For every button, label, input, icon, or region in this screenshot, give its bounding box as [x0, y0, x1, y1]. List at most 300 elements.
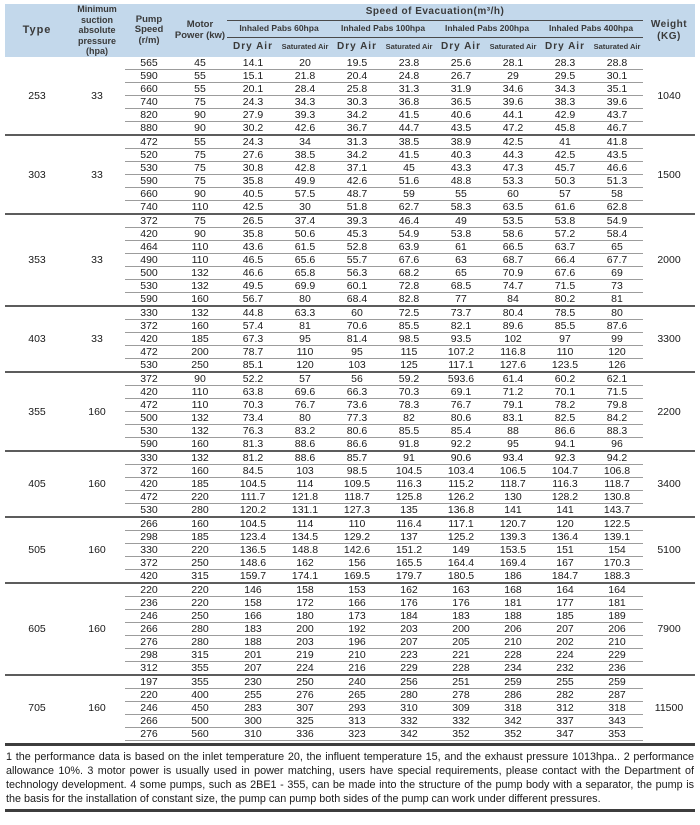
dry-60-value: 166 [227, 610, 279, 623]
dry-60-value: 70.3 [227, 399, 279, 412]
dry-100-value: 95 [331, 346, 383, 359]
dry-400-value: 184.7 [539, 570, 591, 584]
sat-60-value: 131.1 [279, 504, 331, 518]
dry-400-value: 136.4 [539, 531, 591, 544]
sat-200-value: 139.3 [487, 531, 539, 544]
motor-power-value: 160 [173, 438, 227, 452]
pump-speed-value: 500 [125, 267, 173, 280]
sat-100-value: 342 [383, 728, 435, 741]
dry-60-value: 24.3 [227, 135, 279, 149]
sat-400-value: 35.1 [591, 83, 643, 96]
dry-400-value: 97 [539, 333, 591, 346]
sat-400-value: 69 [591, 267, 643, 280]
dry-200-value: 82.1 [435, 320, 487, 333]
motor-power-value: 55 [173, 70, 227, 83]
dry-400-value: 110 [539, 346, 591, 359]
sat-400-value: 51.3 [591, 175, 643, 188]
sat-60-value: 224 [279, 662, 331, 676]
dry-60-value: 57.4 [227, 320, 279, 333]
sat-100-value: 31.3 [383, 83, 435, 96]
pump-speed-value: 246 [125, 702, 173, 715]
sat-400-value: 287 [591, 689, 643, 702]
sat-100-value: 125 [383, 359, 435, 373]
dry-60-value: 26.5 [227, 214, 279, 228]
sat-60-value: 69.9 [279, 280, 331, 293]
sat-200-value: 42.5 [487, 135, 539, 149]
dry-200-value: 164.4 [435, 557, 487, 570]
dry-100-value: 192 [331, 623, 383, 636]
dry-100-value: 48.7 [331, 188, 383, 201]
dry-60-value: 73.4 [227, 412, 279, 425]
sat-200-value: 186 [487, 570, 539, 584]
table-row [5, 306, 695, 320]
col-header-pabs-400: Inhaled Pabs 400hpa [539, 20, 643, 37]
dry-200-value: 117.1 [435, 517, 487, 531]
dry-100-value: 68.4 [331, 293, 383, 307]
pressure-value: 33 [69, 57, 125, 135]
dry-400-value: 66.4 [539, 254, 591, 267]
pressure-value: 160 [69, 451, 125, 517]
sat-100-value: 104.5 [383, 465, 435, 478]
dry-60-value: 27.9 [227, 109, 279, 122]
motor-power-value: 132 [173, 267, 227, 280]
sat-400-value: 120 [591, 346, 643, 359]
dry-400-value: 282 [539, 689, 591, 702]
weight-value: 1500 [643, 135, 695, 214]
dry-400-value: 60.2 [539, 372, 591, 386]
dry-200-value: 332 [435, 715, 487, 728]
dry-60-value: 43.6 [227, 241, 279, 254]
pump-speed-value: 590 [125, 175, 173, 188]
dry-100-value: 240 [331, 675, 383, 689]
pump-speed-value: 246 [125, 610, 173, 623]
sat-400-value: 122.5 [591, 517, 643, 531]
dry-60-value: 81.3 [227, 438, 279, 452]
pump-speed-value: 372 [125, 214, 173, 228]
sat-200-value: 168 [487, 583, 539, 597]
dry-100-value: 30.3 [331, 96, 383, 109]
pressure-value: 160 [69, 372, 125, 451]
dry-400-value: 78.2 [539, 399, 591, 412]
dry-400-value: 45.8 [539, 122, 591, 136]
pump-speed-value: 266 [125, 623, 173, 636]
motor-power-value: 250 [173, 557, 227, 570]
pump-speed-value: 372 [125, 372, 173, 386]
sat-100-value: 51.6 [383, 175, 435, 188]
pressure-value: 33 [69, 135, 125, 214]
sat-60-value: 250 [279, 675, 331, 689]
dry-200-value: 85.4 [435, 425, 487, 438]
sat-200-value: 169.4 [487, 557, 539, 570]
dry-60-value: 49.5 [227, 280, 279, 293]
sat-100-value: 91.8 [383, 438, 435, 452]
dry-400-value: 29.5 [539, 70, 591, 83]
sat-100-value: 24.8 [383, 70, 435, 83]
sat-100-value: 280 [383, 689, 435, 702]
dry-400-value: 61.6 [539, 201, 591, 215]
sat-60-value: 42.6 [279, 122, 331, 136]
sat-100-value: 68.2 [383, 267, 435, 280]
dry-200-value: 76.7 [435, 399, 487, 412]
motor-power-value: 160 [173, 517, 227, 531]
col-header-pump-speed: Pump Speed (r/m) [125, 4, 173, 57]
sat-60-value: 69.6 [279, 386, 331, 399]
dry-60-value: 201 [227, 649, 279, 662]
motor-power-value: 450 [173, 702, 227, 715]
table-row [5, 583, 695, 597]
dry-400-value: 70.1 [539, 386, 591, 399]
weight-value: 5100 [643, 517, 695, 583]
dry-60-value: 24.3 [227, 96, 279, 109]
sat-100-value: 38.5 [383, 135, 435, 149]
weight-value: 1040 [643, 57, 695, 135]
pump-speed-value: 520 [125, 149, 173, 162]
dry-400-value: 116.3 [539, 478, 591, 491]
sat-200-value: 286 [487, 689, 539, 702]
sat-60-value: 158 [279, 583, 331, 597]
motor-power-value: 280 [173, 504, 227, 518]
motor-power-value: 400 [173, 689, 227, 702]
dry-100-value: 52.8 [331, 241, 383, 254]
motor-power-value: 160 [173, 293, 227, 307]
dry-200-value: 200 [435, 623, 487, 636]
sat-200-value: 106.5 [487, 465, 539, 478]
dry-60-value: 44.8 [227, 306, 279, 320]
dry-100-value: 55.7 [331, 254, 383, 267]
sat-100-value: 78.3 [383, 399, 435, 412]
dry-100-value: 293 [331, 702, 383, 715]
dry-200-value: 31.9 [435, 83, 487, 96]
dry-400-value: 57 [539, 188, 591, 201]
col-header-weight: Weight (KG) [643, 4, 695, 57]
sat-60-value: 180 [279, 610, 331, 623]
sat-100-value: 82 [383, 412, 435, 425]
dry-200-value: 26.7 [435, 70, 487, 83]
sat-60-value: 61.5 [279, 241, 331, 254]
sat-100-value: 63.9 [383, 241, 435, 254]
motor-power-value: 75 [173, 149, 227, 162]
sat-60-value: 88.6 [279, 451, 331, 465]
sat-100-value: 36.8 [383, 96, 435, 109]
dry-100-value: 323 [331, 728, 383, 741]
col-header-sat-air-100: Saturated Air [383, 37, 435, 57]
sat-100-value: 70.3 [383, 386, 435, 399]
sat-100-value: 72.5 [383, 306, 435, 320]
type-value: 505 [5, 517, 69, 583]
dry-100-value: 42.6 [331, 175, 383, 188]
dry-100-value: 216 [331, 662, 383, 676]
dry-200-value: 228 [435, 662, 487, 676]
pump-speed-value: 330 [125, 544, 173, 557]
sat-100-value: 184 [383, 610, 435, 623]
dry-200-value: 103.4 [435, 465, 487, 478]
sat-200-value: 234 [487, 662, 539, 676]
dry-400-value: 82.5 [539, 412, 591, 425]
dry-200-value: 58.3 [435, 201, 487, 215]
sat-100-value: 46.4 [383, 214, 435, 228]
dry-60-value: 27.6 [227, 149, 279, 162]
type-value: 605 [5, 583, 69, 675]
sat-60-value: 63.3 [279, 306, 331, 320]
dry-200-value: 136.8 [435, 504, 487, 518]
sat-200-value: 206 [487, 623, 539, 636]
sat-400-value: 73 [591, 280, 643, 293]
sat-400-value: 39.6 [591, 96, 643, 109]
sat-400-value: 96 [591, 438, 643, 452]
motor-power-value: 220 [173, 597, 227, 610]
dry-200-value: 43.3 [435, 162, 487, 175]
col-header-motor-power: Motor Power (kw) [173, 4, 227, 57]
sat-400-value: 189 [591, 610, 643, 623]
col-header-sat-air-400: Saturated Air [591, 37, 643, 57]
dry-100-value: 166 [331, 597, 383, 610]
sat-400-value: 81 [591, 293, 643, 307]
table-row [5, 214, 695, 228]
sat-200-value: 53.3 [487, 175, 539, 188]
dry-200-value: 251 [435, 675, 487, 689]
dry-60-value: 14.1 [227, 57, 279, 70]
type-value: 355 [5, 372, 69, 451]
pump-speed-value: 880 [125, 122, 173, 136]
sat-400-value: 210 [591, 636, 643, 649]
type-value: 705 [28, 702, 46, 715]
sat-200-value: 116.8 [487, 346, 539, 359]
table-header [5, 4, 695, 57]
pump-speed-value: 266 [125, 715, 173, 728]
motor-power-value: 160 [173, 465, 227, 478]
sat-200-value: 141 [487, 504, 539, 518]
motor-power-value: 110 [173, 386, 227, 399]
sat-400-value: 229 [591, 649, 643, 662]
dry-400-value: 45.7 [539, 162, 591, 175]
dry-200-value: 221 [435, 649, 487, 662]
sat-400-value: 43.5 [591, 149, 643, 162]
sat-200-value: 95 [487, 438, 539, 452]
dry-100-value: 37.1 [331, 162, 383, 175]
sat-100-value: 59 [383, 188, 435, 201]
sat-100-value: 151.2 [383, 544, 435, 557]
dry-60-value: 46.6 [227, 267, 279, 280]
sat-200-value: 47.3 [487, 162, 539, 175]
dry-60-value: 207 [227, 662, 279, 676]
sat-200-value: 93.4 [487, 451, 539, 465]
dry-60-value: 136.5 [227, 544, 279, 557]
motor-power-value: 355 [173, 675, 227, 689]
sat-400-value: 41.8 [591, 135, 643, 149]
dry-60-value: 188 [227, 636, 279, 649]
dry-100-value: 98.5 [331, 465, 383, 478]
dry-200-value: 25.6 [435, 57, 487, 70]
dry-100-value: 313 [331, 715, 383, 728]
sat-200-value: 47.2 [487, 122, 539, 136]
sat-100-value: 44.7 [383, 122, 435, 136]
sat-100-value: 203 [383, 623, 435, 636]
dry-60-value: 42.5 [227, 201, 279, 215]
dry-400-value: 78.5 [539, 306, 591, 320]
dry-200-value: 38.9 [435, 135, 487, 149]
dry-400-value: 120 [539, 517, 591, 531]
pump-speed-value: 472 [125, 399, 173, 412]
pressure-value: 160 [69, 517, 125, 583]
sat-100-value: 72.8 [383, 280, 435, 293]
sat-400-value: 106.8 [591, 465, 643, 478]
pump-speed-value: 372 [125, 557, 173, 570]
weight-value: 11500 [654, 702, 684, 715]
sat-200-value: 84 [487, 293, 539, 307]
dry-200-value: 90.6 [435, 451, 487, 465]
sat-60-value: 81 [279, 320, 331, 333]
motor-power-value: 500 [173, 715, 227, 728]
page-bottom-rule [5, 809, 695, 812]
sat-200-value: 342 [487, 715, 539, 728]
dry-60-value: 76.3 [227, 425, 279, 438]
dry-60-value: 104.5 [227, 478, 279, 491]
dry-100-value: 34.2 [331, 109, 383, 122]
sat-60-value: 88.6 [279, 438, 331, 452]
dry-100-value: 73.6 [331, 399, 383, 412]
sat-100-value: 67.6 [383, 254, 435, 267]
dry-60-value: 30.2 [227, 122, 279, 136]
pump-speed-value: 420 [125, 386, 173, 399]
dry-200-value: 107.2 [435, 346, 487, 359]
motor-power-value: 110 [173, 201, 227, 215]
dry-400-value: 34.3 [539, 83, 591, 96]
sat-60-value: 76.7 [279, 399, 331, 412]
sat-400-value: 154 [591, 544, 643, 557]
dry-200-value: 352 [435, 728, 487, 741]
dry-60-value: 84.5 [227, 465, 279, 478]
motor-power-value: 90 [173, 372, 227, 386]
sat-200-value: 28.1 [487, 57, 539, 70]
pump-speed-value: 372 [125, 465, 173, 478]
weight-value: 3300 [643, 306, 695, 372]
sat-200-value: 153.5 [487, 544, 539, 557]
dry-200-value: 180.5 [435, 570, 487, 584]
dry-400-value: 255 [539, 675, 591, 689]
dry-400-value: 86.6 [539, 425, 591, 438]
dry-60-value: 30.8 [227, 162, 279, 175]
sat-400-value: 88.3 [591, 425, 643, 438]
sat-400-value: 318 [591, 702, 643, 715]
sat-100-value: 85.5 [383, 320, 435, 333]
dry-200-value: 36.5 [435, 96, 487, 109]
motor-power-value: 160 [173, 320, 227, 333]
sat-400-value: 62.1 [591, 372, 643, 386]
motor-power-value: 55 [173, 83, 227, 96]
pump-speed-value: 472 [125, 491, 173, 504]
pump-speed-value: 590 [125, 70, 173, 83]
pump-speed-value: 490 [125, 254, 173, 267]
dry-400-value: 207 [539, 623, 591, 636]
pump-speed-value: 530 [125, 162, 173, 175]
motor-power-value: 250 [173, 359, 227, 373]
dry-100-value: 169.5 [331, 570, 383, 584]
weight-value: 7900 [643, 583, 695, 675]
sat-100-value: 41.5 [383, 149, 435, 162]
sat-60-value: 162 [279, 557, 331, 570]
dry-200-value: 55 [435, 188, 487, 201]
sat-400-value: 99 [591, 333, 643, 346]
dry-200-value: 593.6 [435, 372, 487, 386]
sat-200-value: 127.6 [487, 359, 539, 373]
sat-200-value: 71.2 [487, 386, 539, 399]
sat-100-value: 332 [383, 715, 435, 728]
dry-100-value: 25.8 [331, 83, 383, 96]
sat-100-value: 207 [383, 636, 435, 649]
sat-60-value: 21.8 [279, 70, 331, 83]
motor-power-value: 280 [173, 636, 227, 649]
dry-400-value: 185 [539, 610, 591, 623]
dry-60-value: 35.8 [227, 175, 279, 188]
sat-400-value: 94.2 [591, 451, 643, 465]
sat-400-value: 143.7 [591, 504, 643, 518]
sat-400-value: 259 [591, 675, 643, 689]
dry-400-value: 67.6 [539, 267, 591, 280]
pump-spec-table [5, 4, 695, 741]
pump-speed-value: 472 [125, 346, 173, 359]
dry-400-value: 202 [539, 636, 591, 649]
sat-200-value: 70.9 [487, 267, 539, 280]
sat-400-value: 139.1 [591, 531, 643, 544]
sat-200-value: 130 [487, 491, 539, 504]
motor-power-value: 132 [173, 425, 227, 438]
pump-speed-value: 197 [125, 675, 173, 689]
motor-power-value: 132 [173, 306, 227, 320]
dry-100-value: 36.7 [331, 122, 383, 136]
pump-speed-value: 220 [125, 689, 173, 702]
motor-power-value: 220 [173, 544, 227, 557]
sat-60-value: 38.5 [279, 149, 331, 162]
sat-200-value: 118.7 [487, 478, 539, 491]
table-row [5, 675, 695, 689]
dry-200-value: 126.2 [435, 491, 487, 504]
pump-speed-value: 372 [125, 320, 173, 333]
motor-power-value: 75 [173, 214, 227, 228]
sat-60-value: 37.4 [279, 214, 331, 228]
dry-200-value: 149 [435, 544, 487, 557]
motor-power-value: 75 [173, 175, 227, 188]
pump-speed-value: 740 [125, 96, 173, 109]
sat-100-value: 125.8 [383, 491, 435, 504]
sat-200-value: 210 [487, 636, 539, 649]
dry-400-value: 167 [539, 557, 591, 570]
sat-100-value: 45 [383, 162, 435, 175]
dry-400-value: 42.5 [539, 149, 591, 162]
motor-power-value: 132 [173, 451, 227, 465]
pump-speed-value: 266 [125, 517, 173, 531]
sat-60-value: 34 [279, 135, 331, 149]
sat-60-value: 120 [279, 359, 331, 373]
motor-power-value: 220 [173, 491, 227, 504]
sat-60-value: 80 [279, 412, 331, 425]
motor-power-value: 185 [173, 333, 227, 346]
dry-200-value: 77 [435, 293, 487, 307]
dry-100-value: 153 [331, 583, 383, 597]
pump-speed-value: 530 [125, 280, 173, 293]
footnote-text: 1 the performance data is based on the inlet temperature 20, the influent temperature 15, and the exhaust pressure 1013hpa.. 2 performance allowance 10%. 3 motor power is usually used in power matching, users have special requirements, please contact with the Department of technology development. 4 some pumps, such as 2BE1 - 355, can be made into the structure of the pump body with a separator, the pump is the basis for the installation of constant size, the pump can pump both sides of the pump can work under different pressures. [6, 750, 694, 806]
dry-60-value: 183 [227, 623, 279, 636]
table-row [5, 57, 695, 70]
sat-100-value: 165.5 [383, 557, 435, 570]
dry-100-value: 196 [331, 636, 383, 649]
dry-400-value: 177 [539, 597, 591, 610]
dry-100-value: 51.8 [331, 201, 383, 215]
motor-power-value: 560 [173, 728, 227, 741]
sat-400-value: 58.4 [591, 228, 643, 241]
dry-100-value: 70.6 [331, 320, 383, 333]
sat-60-value: 325 [279, 715, 331, 728]
sat-60-value: 57 [279, 372, 331, 386]
